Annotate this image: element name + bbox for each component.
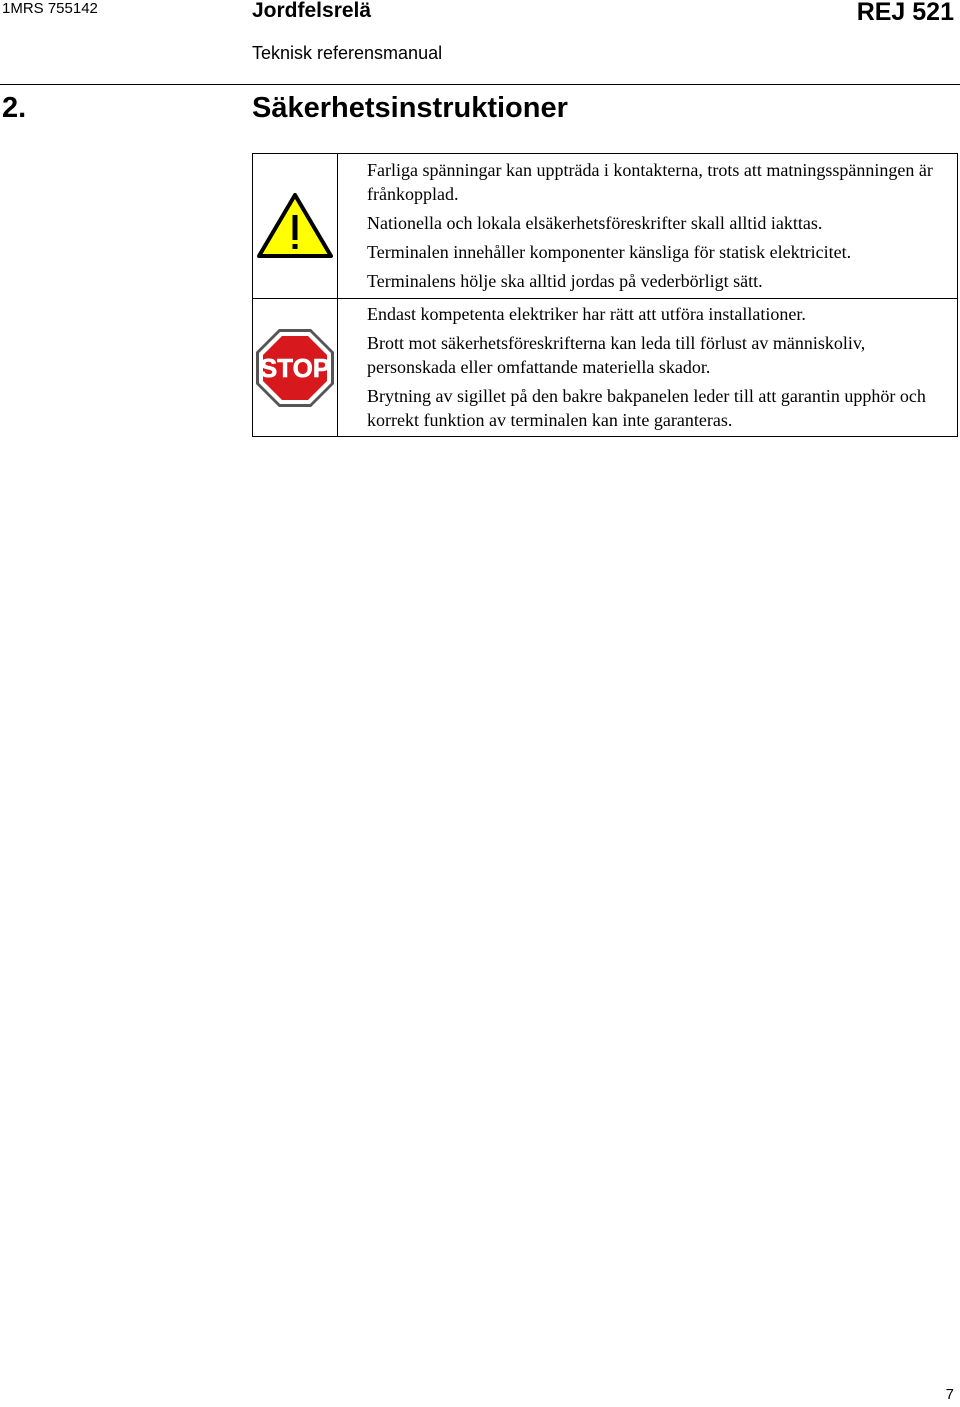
document-title: Jordfelsrelä [252,0,372,22]
warning-paragraph: Farliga spänningar kan uppträda i kontakterna, trots att matningsspänningen är frånkopplad. [367,160,933,204]
stop-paragraph: Brott mot säkerhetsföreskrifterna kan leda till förlust av människoliv, personskada eller omfattande materiella skador. [367,333,866,377]
stop-icon-cell [253,299,338,437]
stop-paragraph: Endast kompetenta elektriker har rätt att utföra installationer. [367,304,806,324]
warning-icon-cell [253,154,338,299]
warning-paragraph: Terminalen innehåller komponenter känsliga för statisk elektricitet. [367,242,852,262]
stop-sign-icon [253,328,337,408]
warning-paragraph: Terminalens hölje ska alltid jordas på vederbörligt sätt. [367,271,763,291]
warning-row [253,154,958,299]
safety-instructions-table [252,153,958,437]
document-id: 1MRS 755142 [2,0,98,17]
stop-text-cell [338,299,958,437]
header-divider [0,84,960,85]
section-number: 2. [2,92,27,124]
section-title: Säkerhetsinstruktioner [252,92,568,124]
warning-text-cell [338,154,958,299]
page-number: 7 [945,1386,954,1403]
warning-paragraph: Nationella och lokala elsäkerhetsföreskrifter skall alltid iakttas. [367,213,823,233]
document-subtitle: Teknisk referensmanual [252,43,443,63]
warning-triangle-icon [253,191,337,261]
stop-paragraph: Brytning av sigillet på den bakre bakpanelen leder till att garantin upphör och korrekt funktion av terminalen kan inte garanteras. [367,386,926,430]
stop-sign-text: STOP [259,352,331,383]
product-name: REJ 521 [856,0,954,26]
stop-row [253,299,958,437]
